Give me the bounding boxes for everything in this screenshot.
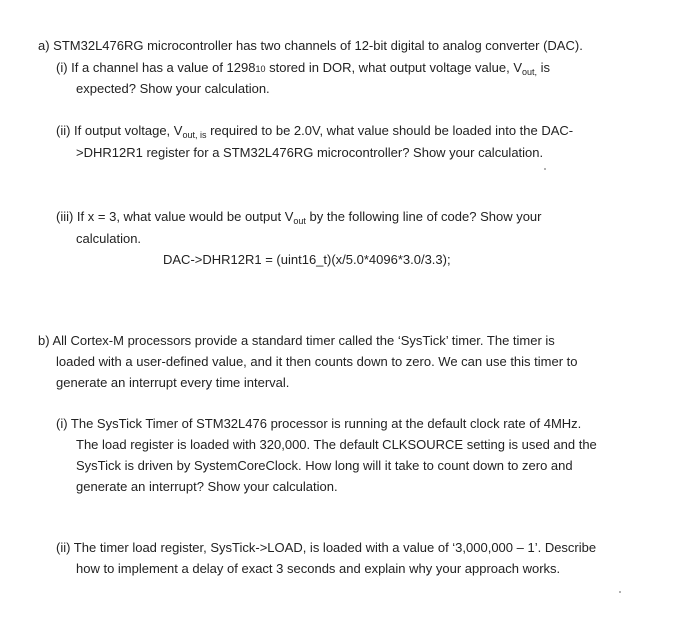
question-a-intro: a) STM32L476RG microcontroller has two channels of 12-bit digital to analog converter (DAC). xyxy=(38,38,583,53)
question-a-i-line2: expected? Show your calculation. xyxy=(76,81,270,96)
scan-dot xyxy=(619,591,621,593)
question-b-ii-line2: how to implement a delay of exact 3 seconds and explain why your approach works. xyxy=(76,561,561,576)
question-a-ii-line2: >DHR12R1 register for a STM32L476RG microcontroller? Show your calculation. xyxy=(76,145,544,160)
subscript: out xyxy=(293,216,306,226)
subscript: out, is xyxy=(182,130,207,140)
subscript: 10 xyxy=(255,64,266,74)
text: (ii) If output voltage, V xyxy=(56,123,183,138)
question-b-i-line3: SysTick is driven by SystemCoreClock. How long will it take to count down to zero and xyxy=(76,458,573,473)
question-b-i-line2: The load register is loaded with 320,000. The default CLKSOURCE setting is used and the xyxy=(76,437,597,452)
question-a-ii-line1 xyxy=(56,123,573,140)
text: (iii) If x = 3, what value would be output V xyxy=(56,209,294,224)
text: required to be 2.0V, what value should be loaded into the DAC- xyxy=(206,123,574,138)
question-a-iii-line1 xyxy=(56,209,542,226)
scan-dot xyxy=(544,168,546,170)
question-b-i-line4: generate an interrupt? Show your calculation. xyxy=(76,479,338,494)
question-a-iii-line2: calculation. xyxy=(76,231,142,246)
question-b-line1: b) All Cortex-M processors provide a standard timer called the ‘SysTick’ timer. The timer is xyxy=(38,333,555,348)
question-b-line2: loaded with a user-defined value, and it then counts down to zero. We can use this timer to xyxy=(56,354,578,369)
question-b-line3: generate an interrupt every time interval. xyxy=(56,375,290,390)
text: (i) If a channel has a value of 1298 xyxy=(56,60,256,75)
question-b-i-line1: (i) The SysTick Timer of STM32L476 processor is running at the default clock rate of 4MHz. xyxy=(56,416,582,431)
question-a-i-line1 xyxy=(56,60,550,77)
text: stored in DOR, what output voltage value, V xyxy=(265,60,523,75)
text: is xyxy=(537,60,551,75)
text: by the following line of code? Show your xyxy=(305,209,542,224)
subscript: out, xyxy=(522,67,538,77)
code-line: DAC->DHR12R1 = (uint16_t)(x/5.0*4096*3.0/3.3); xyxy=(163,252,451,267)
question-b-ii-line1: (ii) The timer load register, SysTick->LOAD, is loaded with a value of ‘3,000,000 – 1’. Describe xyxy=(56,540,597,555)
